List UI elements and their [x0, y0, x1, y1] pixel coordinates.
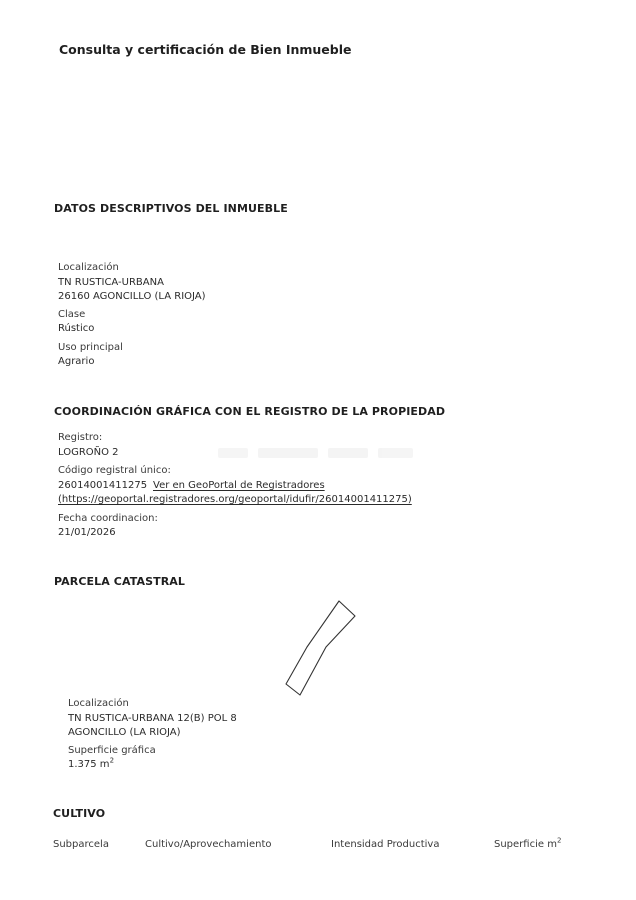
- faded-watermark: [218, 440, 418, 466]
- parcel-outline: [286, 601, 355, 695]
- codigo-label: Código registral único:: [58, 465, 171, 476]
- superficie-value: [68, 756, 115, 770]
- localizacion-line2: 26160 AGONCILLO (LA RIOJA): [58, 291, 206, 302]
- section-title-coordinacion: COORDINACIÓN GRÁFICA CON EL REGISTRO DE LA PROPIEDAD: [54, 405, 446, 418]
- section-title-parcela: PARCELA CATASTRAL: [54, 575, 185, 588]
- parcela-localizacion-line1: TN RUSTICA-URBANA 12(B) POL 8: [68, 713, 237, 724]
- codigo-value: 26014001411275: [58, 480, 148, 491]
- page-title: Consulta y certificación de Bien Inmueble: [59, 42, 352, 57]
- superficie-exponent: 2: [109, 756, 115, 765]
- localizacion-label: Localización: [58, 262, 119, 273]
- fecha-value: 21/01/2026: [58, 527, 116, 538]
- column-header-superficie: [494, 836, 562, 850]
- clase-label: Clase: [58, 309, 86, 320]
- parcela-localizacion-label: Localización: [68, 698, 129, 709]
- localizacion-line1: TN RUSTICA-URBANA: [58, 277, 164, 288]
- clase-value: Rústico: [58, 323, 95, 334]
- section-title-descriptivos: DATOS DESCRIPTIVOS DEL INMUEBLE: [54, 202, 288, 215]
- uso-label: Uso principal: [58, 342, 123, 353]
- column-header-intensidad: Intensidad Productiva: [331, 839, 440, 850]
- superficie-number: 1.375 m: [68, 759, 110, 770]
- column-header-cultivo: Cultivo/Aprovechamiento: [145, 839, 272, 850]
- parcela-localizacion-line2: AGONCILLO (LA RIOJA): [68, 727, 181, 738]
- superficie-label: Superficie gráfica: [68, 745, 156, 756]
- column-header-subparcela: Subparcela: [53, 839, 109, 850]
- uso-value: Agrario: [58, 356, 95, 367]
- parcel-shape-diagram: [280, 595, 370, 705]
- fecha-label: Fecha coordinacion:: [58, 513, 158, 524]
- section-title-cultivo: CULTIVO: [53, 807, 106, 820]
- geoportal-url-link[interactable]: (https://geoportal.registradores.org/geoportal/idufir/26014001411275): [58, 494, 412, 505]
- geoportal-link[interactable]: Ver en GeoPortal de Registradores: [153, 480, 325, 491]
- column-header-superficie-exp: 2: [556, 836, 562, 845]
- registro-label: Registro:: [58, 432, 103, 443]
- column-header-superficie-text: Superficie m: [494, 839, 557, 850]
- registro-value: LOGROÑO 2: [58, 447, 119, 458]
